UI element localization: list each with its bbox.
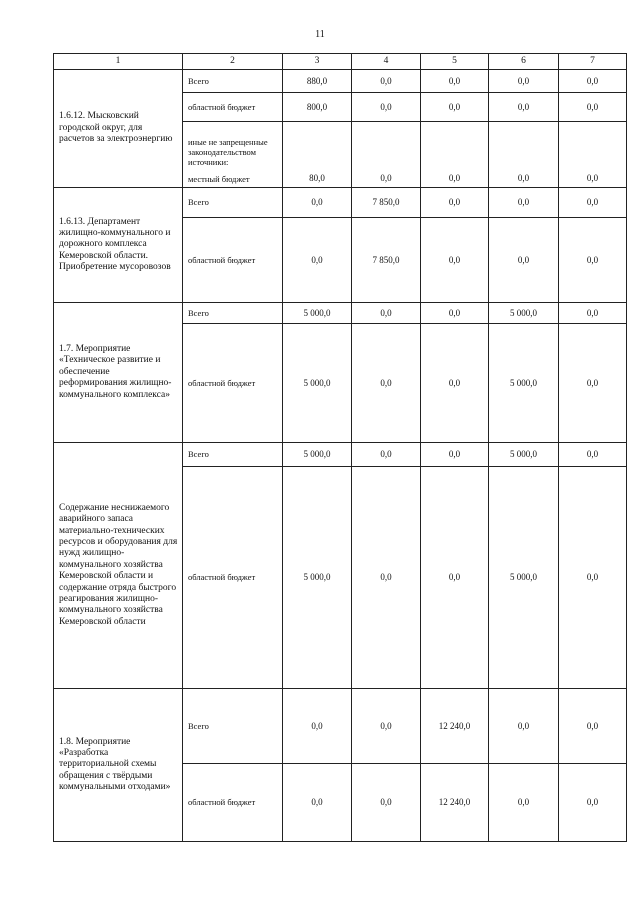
value-cell: 0,0 xyxy=(559,218,627,303)
value-cell: 0,0 xyxy=(352,324,421,443)
value-cell xyxy=(489,122,559,171)
value-cell: 0,0 xyxy=(283,764,352,842)
table-row xyxy=(54,443,627,467)
funding-source: областной бюджет xyxy=(183,93,283,122)
value-cell: 0,0 xyxy=(283,218,352,303)
page-number: 11 xyxy=(315,29,325,40)
value-cell: 0,0 xyxy=(559,324,627,443)
value-cell: 0,0 xyxy=(489,689,559,764)
value-cell: 0,0 xyxy=(352,171,421,188)
value-cell: 12 240,0 xyxy=(421,764,489,842)
value-cell: 0,0 xyxy=(283,689,352,764)
header-cell: 5 xyxy=(421,54,489,70)
value-cell: 0,0 xyxy=(421,303,489,324)
value-cell: 0,0 xyxy=(421,467,489,689)
value-cell xyxy=(421,122,489,171)
value-cell: 0,0 xyxy=(352,70,421,93)
group-name: 1.6.13. Департамент жилищно-коммунального и дорожного комплекса Кемеровской области. Приобретение мусоровозов xyxy=(54,188,183,303)
budget-table xyxy=(53,53,627,842)
value-cell: 0,0 xyxy=(559,303,627,324)
value-cell xyxy=(559,122,627,171)
value-cell: 0,0 xyxy=(559,70,627,93)
value-cell: 0,0 xyxy=(489,93,559,122)
funding-source: Всего xyxy=(183,303,283,324)
table-row xyxy=(54,70,627,93)
value-cell: 0,0 xyxy=(352,303,421,324)
value-cell: 0,0 xyxy=(352,467,421,689)
value-cell: 7 850,0 xyxy=(352,188,421,218)
value-cell: 0,0 xyxy=(559,467,627,689)
funding-source: Всего xyxy=(183,70,283,93)
table-row xyxy=(54,303,627,324)
value-cell: 5 000,0 xyxy=(283,443,352,467)
value-cell xyxy=(283,122,352,171)
value-cell: 0,0 xyxy=(559,188,627,218)
value-cell: 0,0 xyxy=(421,171,489,188)
value-cell: 7 850,0 xyxy=(352,218,421,303)
value-cell: 0,0 xyxy=(352,93,421,122)
value-cell: 0,0 xyxy=(489,188,559,218)
funding-source: областной бюджет xyxy=(183,764,283,842)
value-cell: 80,0 xyxy=(283,171,352,188)
value-cell: 5 000,0 xyxy=(489,443,559,467)
value-cell: 0,0 xyxy=(421,70,489,93)
funding-source: областной бюджет xyxy=(183,324,283,443)
value-cell: 5 000,0 xyxy=(283,303,352,324)
funding-source: областной бюджет xyxy=(183,467,283,689)
value-cell: 0,0 xyxy=(421,188,489,218)
value-cell: 0,0 xyxy=(489,171,559,188)
value-cell: 0,0 xyxy=(489,764,559,842)
value-cell: 0,0 xyxy=(421,443,489,467)
header-cell: 3 xyxy=(283,54,352,70)
value-cell: 0,0 xyxy=(352,764,421,842)
value-cell: 800,0 xyxy=(283,93,352,122)
group-name: 1.8. Мероприятие «Разработка территориальной схемы обращения с твёрдыми коммунальными отходами» xyxy=(54,689,183,842)
group-name: 1.6.12. Мысковский городской округ, для расчетов за электроэнергию xyxy=(54,70,183,188)
value-cell: 880,0 xyxy=(283,70,352,93)
group-name: Содержание неснижаемого аварийного запаса материально-технических ресурсов и оборудования для нужд жилищно-коммунального хозяйства Кемеровской области и содержание отряда быстрого реагирования жилищно-коммунального хозяйства Кемеровской области xyxy=(54,443,183,689)
value-cell xyxy=(352,122,421,171)
value-cell: 0,0 xyxy=(559,93,627,122)
funding-source: областной бюджет xyxy=(183,218,283,303)
table-row xyxy=(54,689,627,764)
header-cell: 1 xyxy=(54,54,183,70)
value-cell: 5 000,0 xyxy=(283,324,352,443)
value-cell: 0,0 xyxy=(559,443,627,467)
value-cell: 5 000,0 xyxy=(489,467,559,689)
value-cell: 0,0 xyxy=(352,689,421,764)
value-cell: 0,0 xyxy=(421,324,489,443)
value-cell: 5 000,0 xyxy=(489,303,559,324)
header-row xyxy=(54,54,627,70)
value-cell: 0,0 xyxy=(559,689,627,764)
value-cell: 0,0 xyxy=(352,443,421,467)
funding-source: Всего xyxy=(183,188,283,218)
header-cell: 6 xyxy=(489,54,559,70)
funding-source: иные не запрещенные законодательством источники: xyxy=(183,122,283,171)
table-row xyxy=(54,188,627,218)
value-cell: 12 240,0 xyxy=(421,689,489,764)
header-cell: 2 xyxy=(183,54,283,70)
value-cell: 0,0 xyxy=(489,70,559,93)
funding-source: местный бюджет xyxy=(183,171,283,188)
funding-source: Всего xyxy=(183,443,283,467)
group-name: 1.7. Мероприятие «Техническое развитие и обеспечение реформирования жилищно-коммунального комплекса» xyxy=(54,303,183,443)
value-cell: 0,0 xyxy=(283,188,352,218)
value-cell: 0,0 xyxy=(421,93,489,122)
header-cell: 4 xyxy=(352,54,421,70)
funding-source: Всего xyxy=(183,689,283,764)
header-cell: 7 xyxy=(559,54,627,70)
value-cell: 5 000,0 xyxy=(489,324,559,443)
value-cell: 0,0 xyxy=(421,218,489,303)
value-cell: 0,0 xyxy=(559,171,627,188)
value-cell: 0,0 xyxy=(489,218,559,303)
value-cell: 5 000,0 xyxy=(283,467,352,689)
value-cell: 0,0 xyxy=(559,764,627,842)
